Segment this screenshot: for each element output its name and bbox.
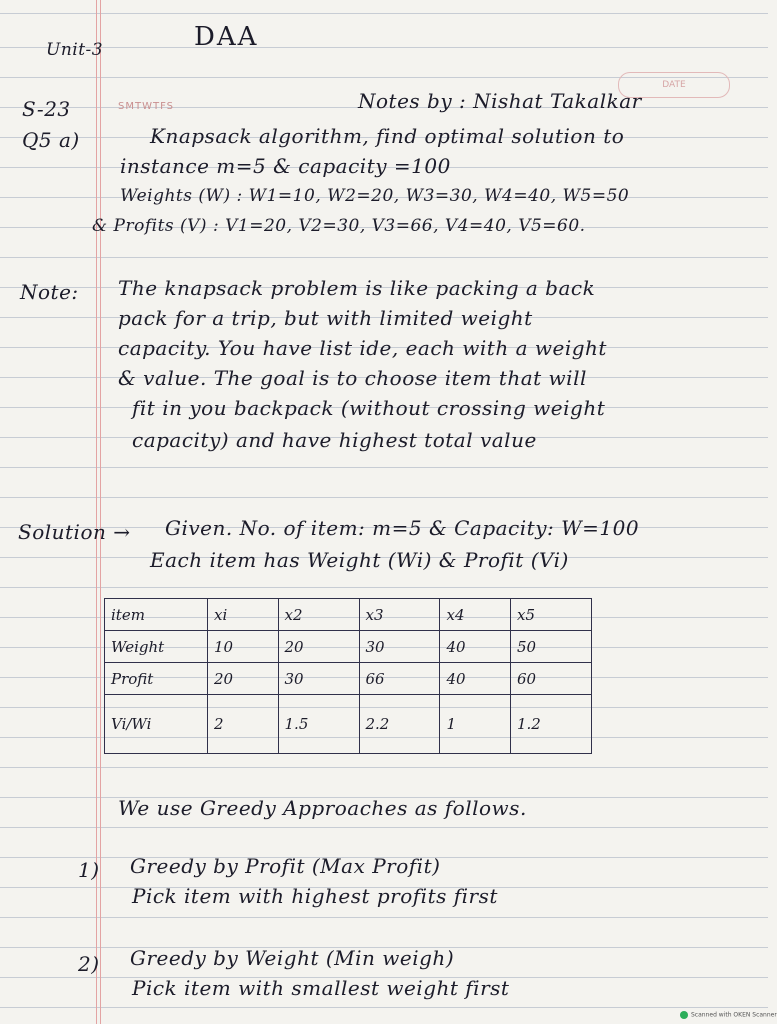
slot-label: S-23 bbox=[22, 97, 71, 121]
approach-2-title: Greedy by Weight (Min weigh) bbox=[130, 946, 455, 970]
table-row bbox=[105, 695, 592, 754]
date-stamp: DATE bbox=[618, 72, 730, 98]
scanner-logo-icon bbox=[680, 1011, 688, 1019]
solution-line-1: Given. No. of item: m=5 & Capacity: W=100 bbox=[165, 516, 640, 540]
table-row bbox=[105, 631, 592, 663]
approaches-intro: We use Greedy Approaches as follows. bbox=[118, 796, 527, 820]
table-cell: 20 bbox=[208, 663, 279, 695]
approach-2-number: 2) bbox=[78, 952, 100, 976]
note-line-1: The knapsack problem is like packing a back bbox=[118, 276, 596, 300]
table-cell: 10 bbox=[208, 631, 279, 663]
table-cell: 1.2 bbox=[511, 695, 592, 754]
question-line-3: Weights (W) : W1=10, W2=20, W3=30, W4=40, W5=50 bbox=[120, 186, 630, 206]
note-line-2: pack for a trip, but with limited weight bbox=[118, 306, 533, 330]
scanner-badge bbox=[680, 1011, 777, 1019]
margin-line-inner bbox=[100, 0, 101, 1024]
table-cell: 60 bbox=[511, 663, 592, 695]
table-cell: 30 bbox=[278, 663, 359, 695]
approach-1-number: 1) bbox=[78, 858, 100, 882]
table-cell: 40 bbox=[440, 631, 511, 663]
note-label: Note: bbox=[20, 280, 79, 304]
table-cell: Weight bbox=[105, 631, 208, 663]
table-row bbox=[105, 663, 592, 695]
question-line-4: & Profits (V) : V1=20, V2=30, V3=66, V4=40, V5=60. bbox=[92, 216, 586, 236]
table-cell: xi bbox=[208, 599, 279, 631]
table-cell: x5 bbox=[511, 599, 592, 631]
solution-label: Solution → bbox=[18, 520, 131, 544]
scanner-text: Scanned with OKEN Scanner bbox=[691, 1011, 777, 1019]
approach-2-desc: Pick item with smallest weight first bbox=[132, 976, 510, 1000]
note-line-6: capacity) and have highest total value bbox=[132, 428, 537, 452]
author-line: Notes by : Nishat Takalkar bbox=[358, 89, 642, 113]
note-line-4: & value. The goal is to choose item that will bbox=[118, 366, 587, 390]
approach-1-title: Greedy by Profit (Max Profit) bbox=[130, 854, 441, 878]
solution-line-2: Each item has Weight (Wi) & Profit (Vi) bbox=[150, 548, 569, 572]
question-line-2: instance m=5 & capacity =100 bbox=[120, 154, 451, 178]
approach-1-desc: Pick item with highest profits first bbox=[132, 884, 498, 908]
subject-title: DAA bbox=[194, 22, 259, 52]
table-cell: 1.5 bbox=[278, 695, 359, 754]
table-cell: item bbox=[105, 599, 208, 631]
unit-label: Unit-3 bbox=[46, 40, 104, 60]
table-cell: Profit bbox=[105, 663, 208, 695]
table-cell: 2 bbox=[208, 695, 279, 754]
question-label: Q5 a) bbox=[22, 128, 80, 152]
table-cell: 66 bbox=[359, 663, 440, 695]
table-cell: x2 bbox=[278, 599, 359, 631]
table-cell: 30 bbox=[359, 631, 440, 663]
note-line-5: fit in you backpack (without crossing weight bbox=[132, 396, 606, 420]
knapsack-table bbox=[104, 598, 592, 754]
table-cell: 1 bbox=[440, 695, 511, 754]
note-line-3: capacity. You have list ide, each with a weight bbox=[118, 336, 607, 360]
table-cell: x3 bbox=[359, 599, 440, 631]
table-cell: 20 bbox=[278, 631, 359, 663]
table-cell: 2.2 bbox=[359, 695, 440, 754]
table-row bbox=[105, 599, 592, 631]
table-cell: x4 bbox=[440, 599, 511, 631]
table-cell: Vi/Wi bbox=[105, 695, 208, 754]
question-line-1: Knapsack algorithm, find optimal solution to bbox=[150, 124, 625, 148]
weekday-stamp: SMTWTFS bbox=[118, 101, 175, 112]
table-cell: 50 bbox=[511, 631, 592, 663]
table-cell: 40 bbox=[440, 663, 511, 695]
